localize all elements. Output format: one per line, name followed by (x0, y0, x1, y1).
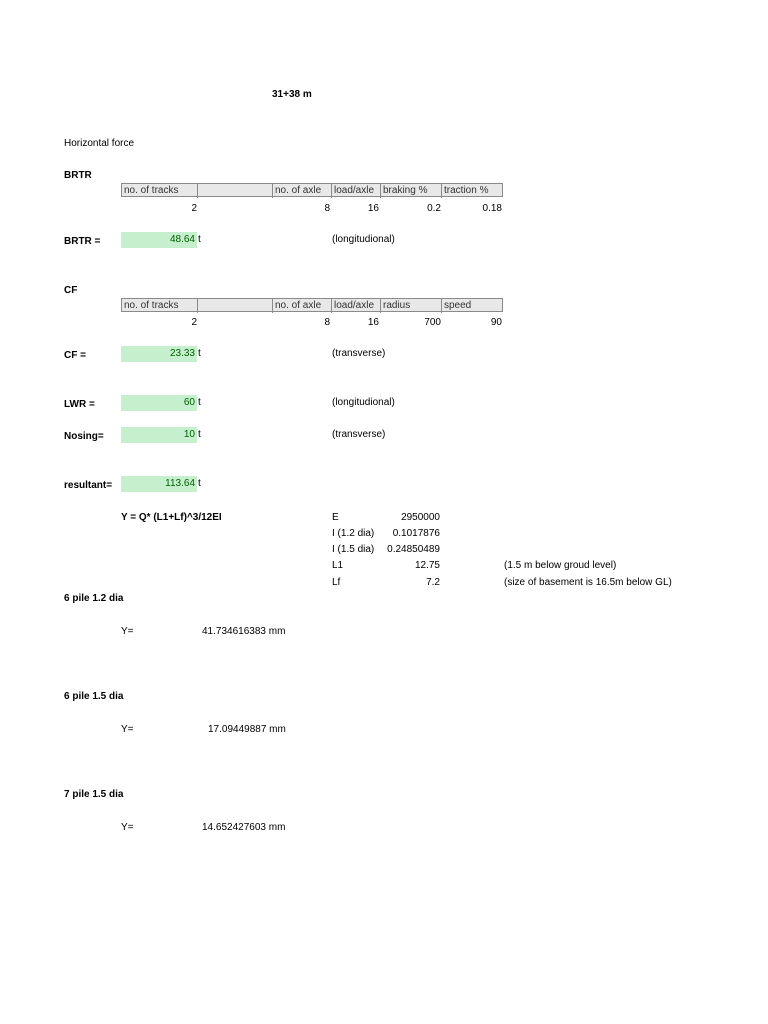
header-cell (198, 299, 273, 313)
header-cell: no. of axle (273, 299, 332, 313)
cf-radius-value: 700 (424, 317, 441, 328)
resultant-unit: t (198, 478, 201, 489)
param-label: I (1.5 dia) (332, 544, 375, 555)
nosing-value: 10 (121, 427, 197, 443)
resultant-label: resultant= (64, 480, 113, 491)
brtr-axle-value: 8 (324, 203, 330, 214)
lwr-value: 60 (121, 395, 197, 411)
nosing-direction: (transverse) (332, 429, 386, 440)
pile-y-value: 14.652427603 mm (202, 822, 286, 833)
pile-case-title: 7 pile 1.5 dia (64, 789, 124, 800)
cf-speed-value: 90 (490, 317, 502, 328)
header-cell: no. of axle (273, 184, 332, 198)
nosing-label: Nosing= (64, 431, 104, 442)
cf-load-value: 16 (367, 317, 379, 328)
pile-case-title: 6 pile 1.5 dia (64, 691, 124, 702)
lwr-unit: t (198, 397, 201, 408)
pile-y-label: Y= (121, 724, 134, 735)
lwr-label: LWR = (64, 399, 95, 410)
param-value: 0.1017876 (392, 528, 440, 539)
param-value: 7.2 (426, 577, 440, 588)
param-label: E (332, 512, 339, 523)
param-label: Lf (332, 577, 341, 588)
chainage-title: 31+38 m (272, 89, 312, 100)
header-cell: traction % (444, 185, 489, 196)
param-value: 2950000 (401, 512, 440, 523)
header-cell: braking % (381, 184, 442, 198)
header-cell (198, 184, 273, 198)
cf-header-row (121, 298, 503, 312)
header-cell: no. of tracks (122, 299, 198, 313)
brtr-traction-value: 0.18 (482, 203, 502, 214)
brtr-tracks-value: 2 (191, 203, 197, 214)
cf-result-value: 23.33 (121, 346, 197, 362)
pile-case-title: 6 pile 1.2 dia (64, 593, 124, 604)
param-label: L1 (332, 560, 344, 571)
header-cell: load/axle (332, 299, 381, 313)
pile-y-value: 17.09449887 mm (208, 724, 286, 735)
param-label: I (1.2 dia) (332, 528, 375, 539)
pile-y-label: Y= (121, 822, 134, 833)
header-cell: speed (444, 300, 472, 311)
brtr-load-value: 16 (367, 203, 379, 214)
cf-tracks-value: 2 (191, 317, 197, 328)
param-value: 0.24850489 (387, 544, 440, 555)
pile-y-value: 41.734616383 mm (202, 626, 286, 637)
header-cell: radius (381, 299, 442, 313)
cf-axle-value: 8 (324, 317, 330, 328)
section-title: Horizontal force (64, 138, 135, 149)
brtr-result-label: BRTR = (64, 236, 101, 247)
cf-label: CF (64, 285, 78, 296)
brtr-header-row (121, 183, 503, 197)
param-note: (1.5 m below groud level) (504, 560, 617, 571)
deflection-formula: Y = Q* (L1+Lf)^3/12EI (121, 512, 222, 523)
param-note: (size of basement is 16.5m below GL) (504, 577, 672, 588)
header-cell: no. of tracks (122, 184, 198, 198)
brtr-result-value: 48.64 (121, 232, 197, 248)
pile-y-label: Y= (121, 626, 134, 637)
brtr-braking-value: 0.2 (427, 203, 441, 214)
resultant-value: 113.64 (121, 476, 197, 492)
header-cell: load/axle (332, 184, 381, 198)
cf-direction: (transverse) (332, 348, 386, 359)
param-value: 12.75 (414, 560, 440, 571)
brtr-unit: t (198, 234, 201, 245)
nosing-unit: t (198, 429, 201, 440)
brtr-direction: (longitudional) (332, 234, 395, 245)
cf-unit: t (198, 348, 201, 359)
cf-result-label: CF = (64, 350, 86, 361)
brtr-label: BRTR (64, 170, 92, 181)
lwr-direction: (longitudional) (332, 397, 395, 408)
